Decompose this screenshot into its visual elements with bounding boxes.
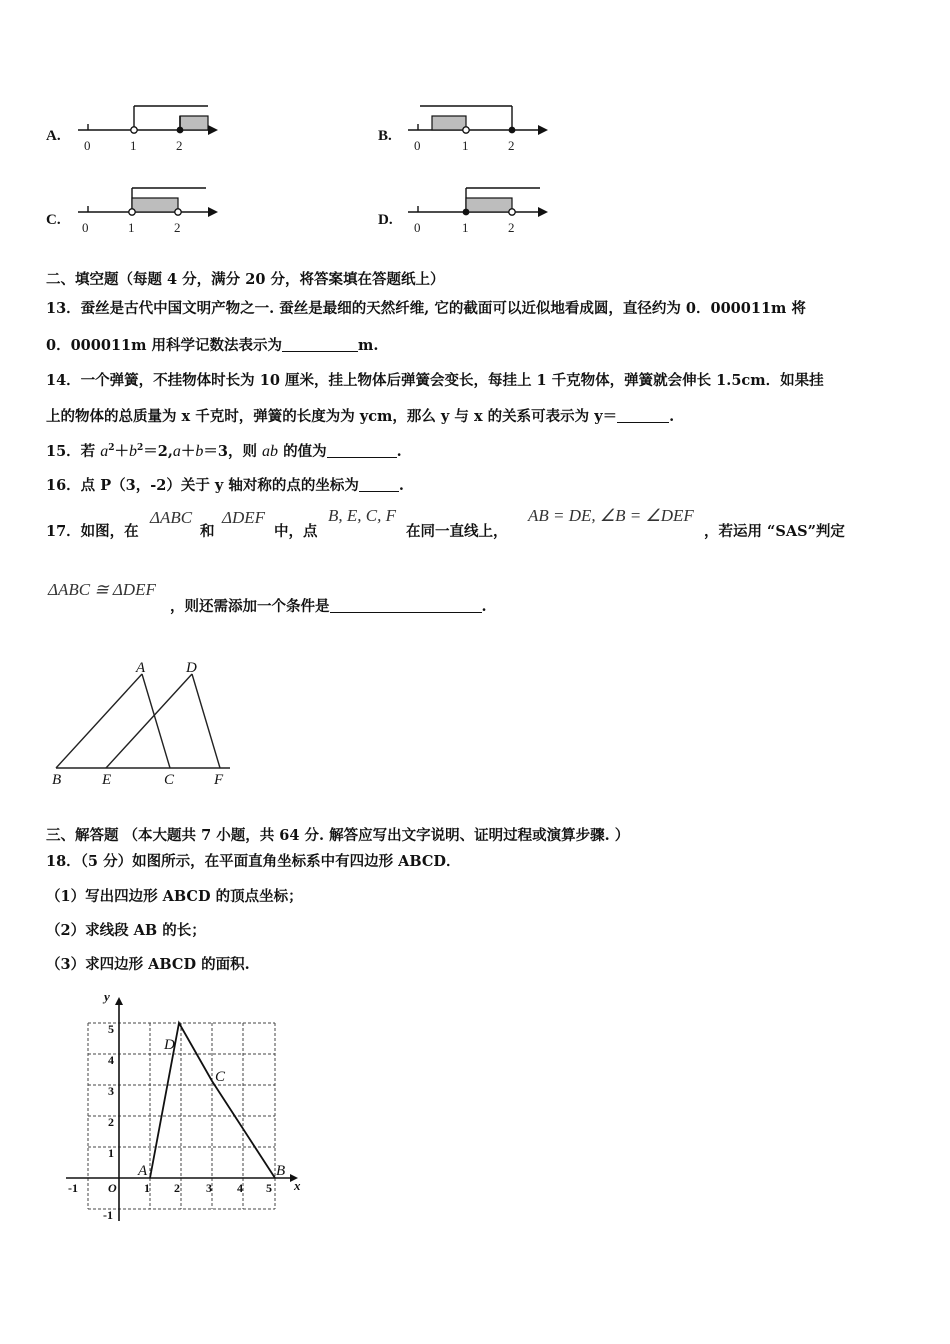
q13-line2: [46, 334, 378, 355]
q15-sup1: 2: [108, 443, 115, 454]
q15-line: [46, 440, 402, 461]
triangle-label-e: E: [102, 772, 112, 787]
q17-collinear: 在同一直线上，: [406, 523, 508, 540]
q17-condition-text: ，则还需添加一个条件是: [170, 598, 330, 615]
q13-line1: 13．蚕丝是古代中国文明产物之一. 蚕丝是最细的天然纤维, 它的截面可以近似地看成圆，直径约为 0．000011m 将: [46, 300, 806, 317]
option-a-label: A.: [46, 128, 61, 144]
q17-triangle-abc: ΔABC: [150, 508, 193, 527]
q17-line2: [170, 595, 487, 616]
q14-line2: [46, 405, 674, 426]
graph-x-tick-2: 2: [174, 1181, 180, 1195]
q14-line1: 14．一个弹簧，不挂物体时长为 10 厘米，挂上物体后弹簧会变长，每挂上 1 千克物体，弹簧就会伸长 1.5cm．如果挂: [46, 372, 824, 389]
q13-text: 0．000011m 用科学记数法表示为: [46, 337, 283, 354]
option-c-tick-1: 1: [128, 220, 135, 235]
q15-a2: a: [172, 443, 181, 460]
q17-answer-blank[interactable]: [330, 598, 482, 613]
q15-text: 的值为: [278, 443, 327, 460]
graph-y-label: y: [104, 989, 110, 1004]
graph-x-tick-neg1: -1: [68, 1181, 78, 1195]
triangle-figure: [44, 652, 244, 791]
q16-line: [46, 474, 404, 495]
graph-x-tick-1: 1: [144, 1181, 150, 1195]
graph-x-label: x: [294, 1178, 301, 1193]
option-b-number-line: [402, 100, 552, 158]
q14-text: 上的物体的总质量为 x 千克时，弹簧的长度为为 ycm，那么 y 与 x 的关系可表示为 y＝: [46, 408, 618, 425]
q15-ab: ab: [262, 443, 279, 460]
q15-a: a: [100, 443, 109, 460]
option-a-number-line: [72, 100, 222, 158]
q16-text: 16．点 P（3，-2）关于 y 轴对称的点的坐标为: [46, 477, 359, 494]
graph-x-tick-4: 4: [237, 1181, 243, 1195]
option-d-tick-0: 0: [414, 220, 421, 235]
q15-sup2: 2: [137, 443, 144, 454]
q17-congruent: ΔABC ≅ ΔDEF: [48, 580, 156, 599]
triangle-label-c: C: [164, 772, 175, 787]
graph-point-a: A: [138, 1163, 148, 1179]
option-b-tick-0: 0: [414, 138, 421, 153]
q15-b2: b: [195, 443, 204, 460]
q18-part1: （1）写出四边形 ABCD 的顶点坐标；: [46, 888, 303, 905]
option-d-tick-1: 1: [462, 220, 469, 235]
graph-point-c: C: [215, 1069, 226, 1085]
q15-eq1: ＝2,: [143, 443, 173, 460]
q15-plus2: ＋: [180, 443, 196, 460]
q15-plus: ＋: [114, 443, 129, 460]
q17-and: 和: [200, 523, 215, 540]
q13-answer-blank[interactable]: [282, 337, 358, 352]
option-b-label: B.: [378, 128, 392, 144]
q17-sas: ，若运用 “SAS”判定: [704, 523, 845, 540]
triangle-label-f: F: [214, 772, 224, 787]
q14-end: .: [669, 408, 675, 425]
graph-x-tick-3: 3: [206, 1181, 212, 1195]
graph-point-b: B: [276, 1163, 286, 1179]
graph-y-tick-1: 1: [108, 1146, 114, 1160]
graph-y-tick-4: 4: [108, 1053, 114, 1067]
graph-y-tick-5: 5: [108, 1022, 114, 1036]
graph-point-d: D: [164, 1037, 175, 1053]
section3-heading: 三、解答题 （本大题共 7 小题，共 64 分. 解答应写出文字说明、证明过程或演算步骤. ）: [46, 827, 630, 844]
option-d-number-line: [402, 182, 552, 240]
q16-end: .: [398, 477, 404, 494]
q15-b: b: [129, 443, 137, 460]
triangle-label-d: D: [186, 660, 197, 676]
option-b-tick-1: 1: [462, 138, 469, 153]
graph-y-tick-3: 3: [108, 1084, 114, 1098]
option-a-tick-0: 0: [84, 138, 91, 153]
section2-heading: 二、填空题（每题 4 分，满分 20 分，将答案填在答题纸上）: [46, 271, 445, 288]
option-c-tick-2: 2: [174, 220, 181, 235]
option-a-tick-2: 2: [176, 138, 183, 153]
q17-points: B, E, C, F: [328, 506, 396, 525]
q15-end: .: [396, 443, 402, 460]
q18-text: 18．（5 分）如图所示，在平面直角坐标系中有四边形 ABCD．: [46, 853, 461, 870]
q15-answer-blank[interactable]: [327, 443, 397, 458]
q18-part2: （2）求线段 AB 的长；: [46, 922, 206, 939]
q14-answer-blank[interactable]: [617, 408, 669, 423]
q17-triangle-def: ΔDEF: [222, 508, 266, 527]
option-a-tick-1: 1: [130, 138, 137, 153]
q15-prefix: 15．若: [46, 443, 101, 460]
q18-part3: （3）求四边形 ABCD 的面积.: [46, 956, 250, 973]
graph-y-tick-neg1: -1: [103, 1208, 113, 1222]
option-d-label: D.: [378, 212, 393, 228]
coordinate-graph: [60, 985, 310, 1229]
option-b-tick-2: 2: [508, 138, 515, 153]
q17-end: .: [481, 598, 487, 615]
triangle-label-a: A: [136, 660, 146, 676]
q16-answer-blank[interactable]: [359, 477, 399, 492]
option-c-tick-0: 0: [82, 220, 89, 235]
option-c-number-line: [72, 182, 222, 240]
graph-x-tick-5: 5: [266, 1181, 272, 1195]
q13-unit: m.: [358, 337, 379, 354]
q17-given: AB = DE, ∠B = ∠DEF: [528, 506, 694, 525]
q17-mid: 中，点: [274, 523, 318, 540]
q17-prefix: 17．如图，在: [46, 523, 139, 540]
graph-origin: O: [108, 1181, 117, 1195]
q15-eq2: ＝3，则: [203, 443, 263, 460]
graph-y-tick-2: 2: [108, 1115, 114, 1129]
option-d-tick-2: 2: [508, 220, 515, 235]
triangle-label-b: B: [52, 772, 62, 787]
option-c-label: C.: [46, 212, 61, 228]
